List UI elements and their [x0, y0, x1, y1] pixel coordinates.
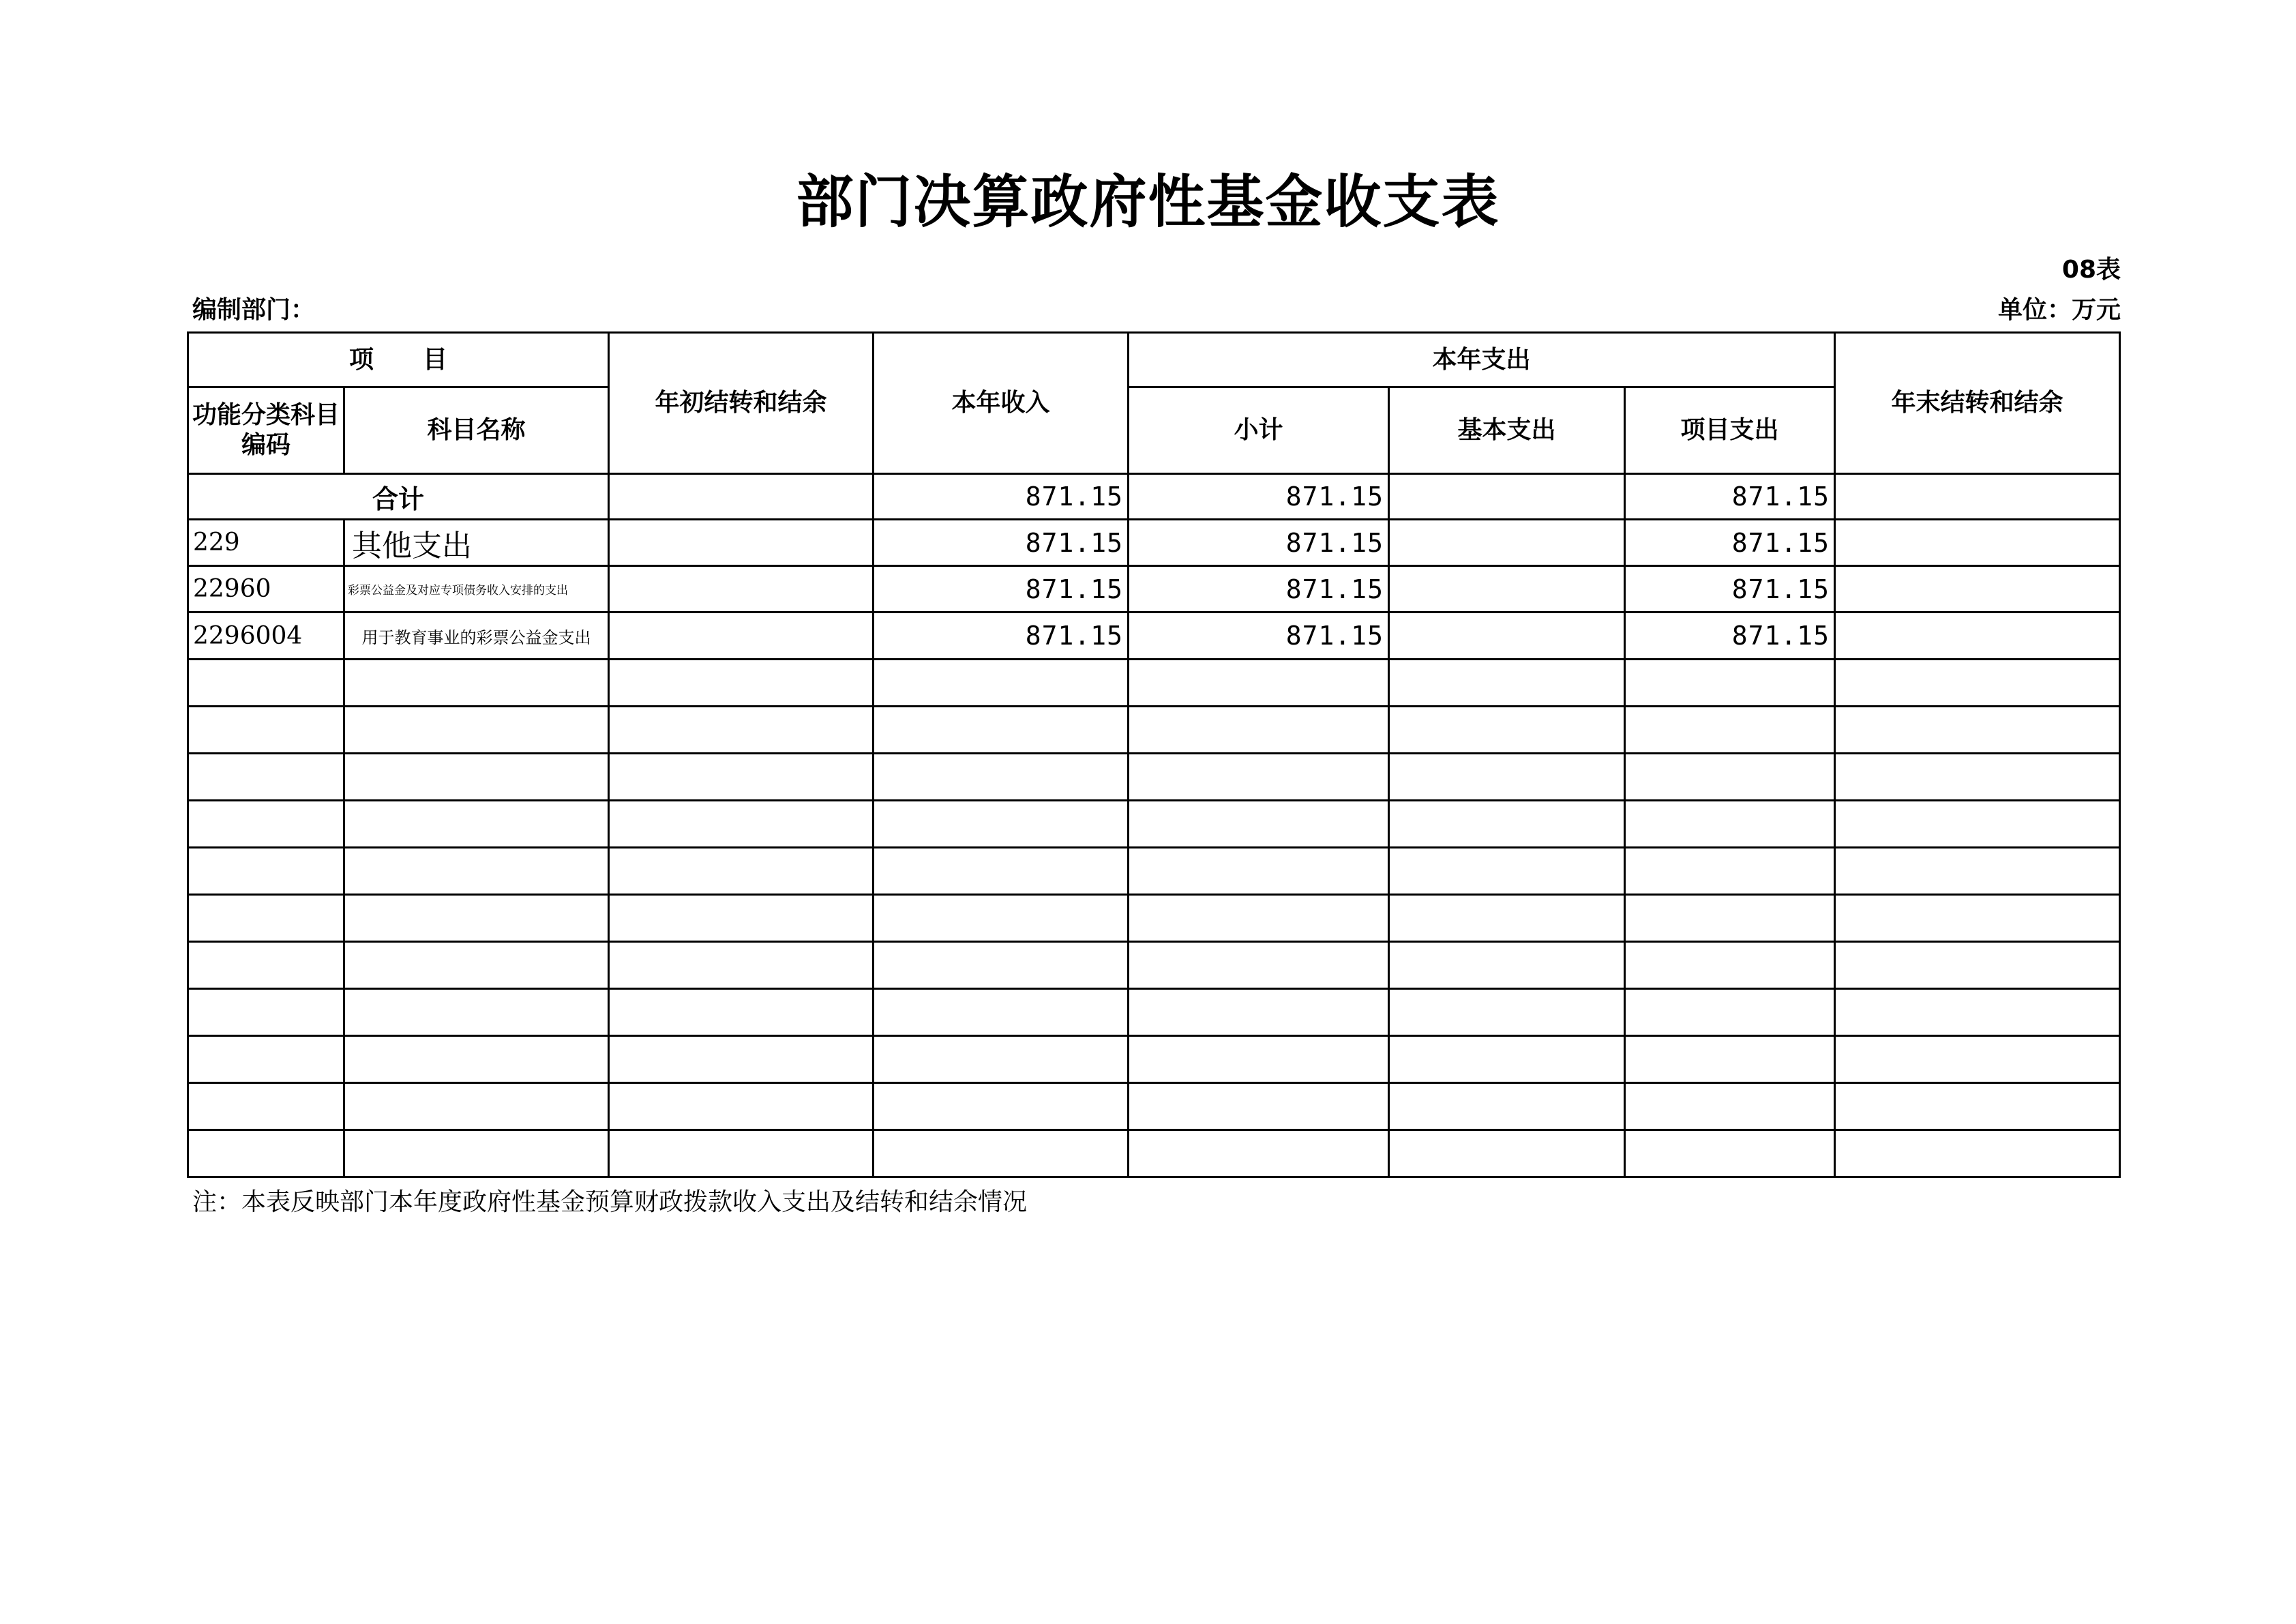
- empty-row: [188, 707, 2120, 754]
- row-basic: [1389, 566, 1625, 612]
- row-code: 22960: [188, 566, 344, 612]
- row-code: 2296004: [188, 612, 344, 660]
- row-name: 用于教育事业的彩票公益金支出: [344, 612, 609, 660]
- total-carry-end: [1835, 474, 2120, 520]
- table-number: 08表: [2061, 256, 2121, 284]
- row-subtotal: 871.15: [1129, 612, 1389, 660]
- total-carry-begin: [609, 474, 874, 520]
- row-project: 871.15: [1625, 520, 1835, 566]
- empty-row: [188, 801, 2120, 848]
- total-label: 合计: [188, 474, 609, 520]
- row-name: 彩票公益金及对应专项债务收入安排的支出: [344, 566, 609, 612]
- header-subtotal: 小计: [1129, 387, 1389, 474]
- total-project: 871.15: [1625, 474, 1835, 520]
- row-income: 871.15: [874, 520, 1129, 566]
- row-carry-begin: [609, 566, 874, 612]
- row-subtotal: 871.15: [1129, 566, 1389, 612]
- empty-row: [188, 942, 2120, 989]
- header-item: 项 目: [188, 333, 609, 387]
- header-carry-end: 年末结转和结余: [1835, 333, 2120, 474]
- row-project: 871.15: [1625, 566, 1835, 612]
- row-basic: [1389, 520, 1625, 566]
- row-carry-end: [1835, 520, 2120, 566]
- table-row: [188, 520, 2120, 566]
- row-carry-end: [1835, 566, 2120, 612]
- department-label: 编制部门：: [192, 296, 316, 324]
- header-carry-begin: 年初结转和结余: [609, 333, 874, 474]
- header-row-2: [188, 387, 2120, 474]
- row-code: 229: [188, 520, 344, 566]
- empty-row: [188, 1083, 2120, 1130]
- empty-row: [188, 895, 2120, 942]
- unit-label: 单位：万元: [1997, 296, 2121, 324]
- empty-row: [188, 660, 2120, 707]
- header-row-1: [188, 333, 2120, 387]
- header-project: 项目支出: [1625, 387, 1835, 474]
- empty-row: [188, 989, 2120, 1036]
- header-expense: 本年支出: [1129, 333, 1835, 387]
- row-basic: [1389, 612, 1625, 660]
- empty-row: [188, 1036, 2120, 1083]
- header-code: 功能分类科目编码: [188, 387, 344, 474]
- empty-row: [188, 848, 2120, 895]
- row-carry-begin: [609, 612, 874, 660]
- row-project: 871.15: [1625, 612, 1835, 660]
- header-name: 科目名称: [344, 387, 609, 474]
- footnote: 注：本表反映部门本年度政府性基金预算财政拨款收入支出及结转和结余情况: [192, 1188, 1028, 1216]
- total-subtotal: 871.15: [1129, 474, 1389, 520]
- total-basic: [1389, 474, 1625, 520]
- empty-row: [188, 1130, 2120, 1177]
- row-carry-end: [1835, 612, 2120, 660]
- row-carry-begin: [609, 520, 874, 566]
- row-income: 871.15: [874, 566, 1129, 612]
- empty-row: [188, 754, 2120, 801]
- table-row: [188, 566, 2120, 612]
- fund-table: [187, 331, 2121, 1178]
- table-row: [188, 612, 2120, 660]
- row-income: 871.15: [874, 612, 1129, 660]
- header-income: 本年收入: [874, 333, 1129, 474]
- row-name: 其他支出: [344, 520, 609, 566]
- total-income: 871.15: [874, 474, 1129, 520]
- page-title: 部门决算政府性基金收支表: [796, 168, 1500, 235]
- row-subtotal: 871.15: [1129, 520, 1389, 566]
- header-basic: 基本支出: [1389, 387, 1625, 474]
- total-row: [188, 474, 2120, 520]
